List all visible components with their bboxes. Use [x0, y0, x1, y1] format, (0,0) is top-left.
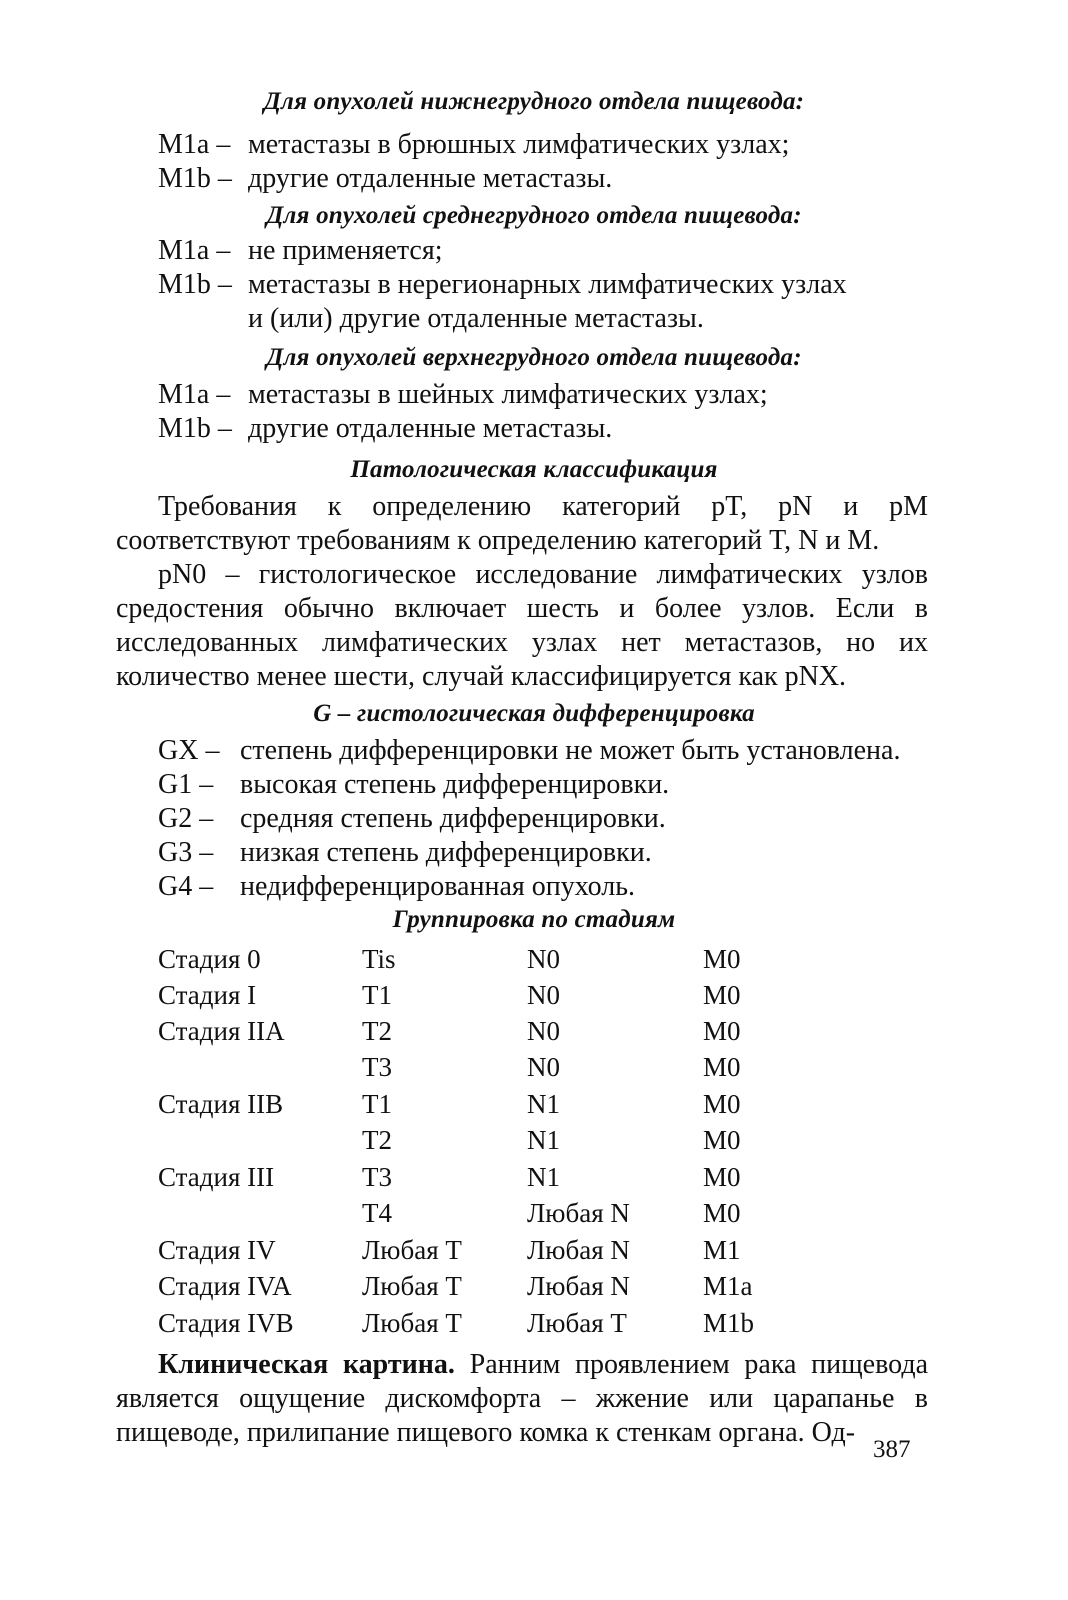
stage-name: Стадия IVA [158, 1271, 292, 1301]
grade-code: GX – [158, 735, 220, 766]
grade-code: G4 – [158, 871, 214, 902]
grade-description: высокая степень дифференцировки. [240, 769, 670, 800]
grade-code: G3 – [158, 837, 214, 868]
m-description: метастазы в нерегионарных лимфатических узлах [248, 269, 847, 300]
stage-t: T3 [362, 1162, 392, 1192]
stage-m: M1b [703, 1308, 755, 1338]
m-description-continuation: и (или) другие отдаленные метастазы. [248, 303, 704, 334]
stage-name: Стадия IIA [158, 1016, 285, 1046]
stage-name: Стадия I [158, 980, 257, 1010]
pathology-paragraph-2: pN0 – гистологическое исследование лимфатических узлов средостения обычно включает шесть и более узлов. Если в исследованных лимфатических узлах нет метастазов, но их количество менее шести, случай классифицируется как pNX. [116, 559, 928, 692]
stage-m: M0 [703, 1016, 741, 1046]
m-code: M1b – [158, 163, 232, 194]
stage-m: M0 [703, 1052, 741, 1082]
stage-t: T1 [362, 980, 392, 1010]
stage-t: T2 [362, 1016, 392, 1046]
m-description: метастазы в брюшных лимфатических узлах; [248, 129, 790, 160]
stage-m: M0 [703, 1198, 741, 1228]
stage-n: Любая N [527, 1235, 630, 1265]
pathology-heading: Патологическая классификация [350, 456, 718, 483]
stage-t: T1 [362, 1089, 392, 1119]
section-heading: Для опухолей верхнегрудного отдела пищевода: [266, 344, 802, 371]
grade-description: недифференцированная опухоль. [240, 871, 636, 902]
m-code: M1b – [158, 269, 232, 300]
stage-name: Стадия 0 [158, 944, 261, 974]
stage-n: N0 [527, 980, 560, 1010]
page-number: 387 [873, 1436, 911, 1463]
stage-m: M0 [703, 944, 741, 974]
grading-heading: G – гистологическая дифференцировка [313, 700, 755, 727]
m-description: другие отдаленные метастазы. [248, 413, 613, 444]
stage-m: M0 [703, 1125, 741, 1155]
stage-n: N0 [527, 1052, 560, 1082]
section-heading: Для опухолей среднегрудного отдела пищевода: [266, 202, 802, 229]
pathology-paragraph-1: Требования к определению категорий pT, pN и pM соответствуют требованиям к определению категорий T, N и M. [116, 491, 928, 556]
stage-name: Стадия III [158, 1162, 275, 1192]
m-code: M1a – [158, 379, 231, 410]
stage-t: T4 [362, 1198, 392, 1228]
stage-t: Tis [362, 944, 396, 974]
stage-t: T2 [362, 1125, 392, 1155]
stage-t: Любая T [362, 1271, 462, 1301]
grade-description: низкая степень дифференцировки. [240, 837, 652, 868]
stage-n: N1 [527, 1162, 560, 1192]
stage-n: N1 [527, 1125, 560, 1155]
m-description: другие отдаленные метастазы. [248, 163, 613, 194]
stage-m: M0 [703, 1089, 741, 1119]
stage-m: M0 [703, 980, 741, 1010]
stage-t: Любая T [362, 1235, 462, 1265]
stage-t: Любая T [362, 1308, 462, 1338]
stage-name: Стадия IV [158, 1235, 276, 1265]
clinical-paragraph [116, 1348, 928, 1450]
clinical-text: Ранним проявлением рака пищевода является ощущение дискомфорта – жжение или царапанье в пищеводе, прилипание пищевого комка к стенкам органа. Од- [116, 1349, 929, 1448]
m-code: M1a – [158, 235, 231, 266]
grade-description: средняя степень дифференцировки. [240, 803, 666, 834]
stage-n: Любая N [527, 1198, 630, 1228]
m-code: M1a – [158, 129, 231, 160]
stage-m: M0 [703, 1162, 741, 1192]
stage-t: T3 [362, 1052, 392, 1082]
clinical-bold-lead: Клиническая картина. [158, 1349, 455, 1380]
stage-name: Стадия IVB [158, 1308, 294, 1338]
stage-name: Стадия IIB [158, 1089, 284, 1119]
staging-heading: Группировка по стадиям [392, 906, 676, 933]
m-description: не применяется; [248, 235, 443, 266]
stage-n: Любая N [527, 1271, 630, 1301]
grade-code: G1 – [158, 769, 214, 800]
grade-description: степень дифференцировки не может быть установлена. [240, 735, 901, 766]
stage-n: N0 [527, 1016, 560, 1046]
section-heading: Для опухолей нижнегрудного отдела пищевода: [263, 88, 805, 115]
m-description: метастазы в шейных лимфатических узлах; [248, 379, 768, 410]
grade-code: G2 – [158, 803, 214, 834]
m-code: M1b – [158, 413, 232, 444]
stage-n: Любая T [527, 1308, 627, 1338]
stage-m: M1a [703, 1271, 753, 1301]
stage-n: N1 [527, 1089, 560, 1119]
stage-n: N0 [527, 944, 560, 974]
stage-m: M1 [703, 1235, 741, 1265]
